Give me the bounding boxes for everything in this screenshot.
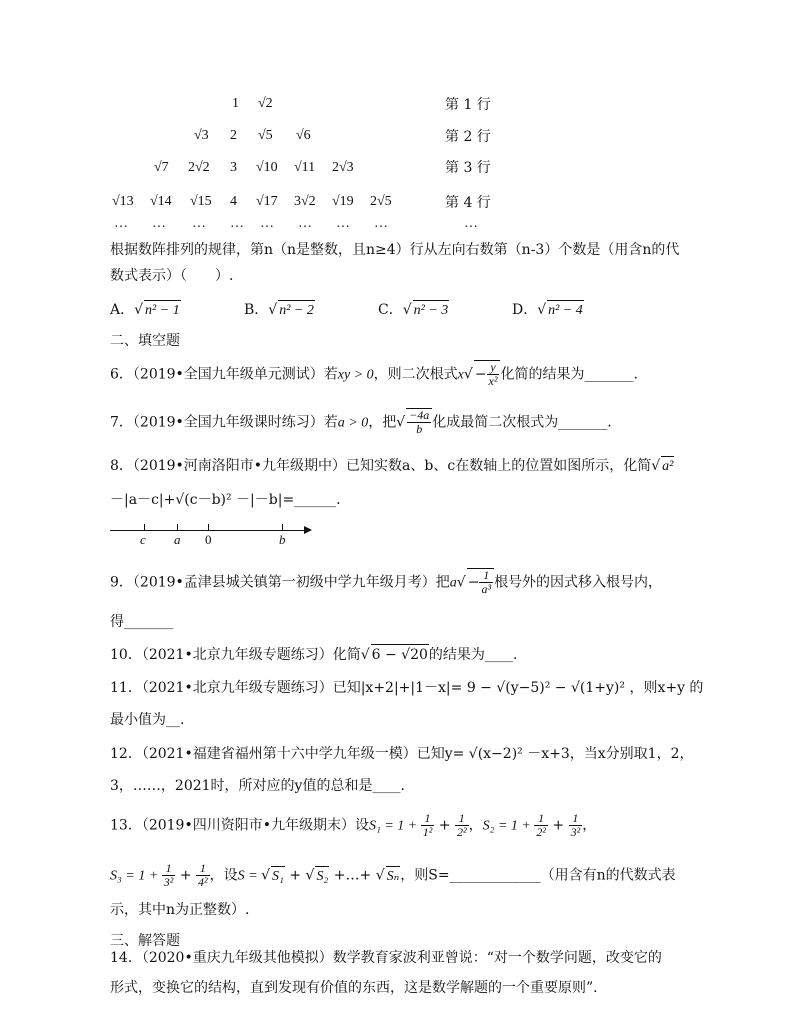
dots: …	[114, 216, 128, 231]
axis-label-0: 0	[205, 532, 212, 547]
section-title: 三、解答题	[110, 933, 180, 949]
section-title: 二、填空题	[110, 333, 180, 349]
option-label: A．	[110, 302, 135, 318]
q13-line2: S₃ = 1 + $\frac{1}{\text{3²}}$ + $\frac{1}{\text{4²}}$ ，设S = √ S₁ + √ S₂ +…+ √ Sₙ，则S=_____________（用含有n的代数式表	[110, 861, 676, 889]
q5-option-c	[378, 300, 449, 321]
option-expr: n² − 1	[144, 300, 181, 321]
q7-cond: a > 0	[337, 415, 369, 431]
dots: …	[230, 216, 244, 231]
q7-tail: 化成最简二次根式为_______.	[432, 414, 612, 431]
option-label: C．	[378, 302, 403, 318]
triangle-cell: √19	[332, 194, 354, 209]
axis-label-c: c	[140, 532, 146, 547]
q9-line1: 9．（2019•孟津县城关镇第一初级中学九年级月考）把a√ − $\frac{1}{\text{a³}}$ 根号外的因式移入根号内，	[110, 568, 663, 596]
row-label: 第 1 行	[445, 97, 491, 113]
option-label: D．	[512, 302, 538, 318]
q6-radicand: − $\frac{y}{\text{x²}}$	[474, 360, 501, 388]
q6-x: x	[457, 367, 464, 383]
q9-a: a	[449, 575, 457, 591]
q11-line2: 最小值为__.	[110, 712, 185, 728]
triangle-cell: √7	[154, 160, 169, 175]
triangle-cell: 2√3	[332, 160, 354, 175]
q9-prefix: 9．（2019•孟津县城关镇第一初级中学九年级月考）把	[110, 574, 450, 591]
triangle-cell: √14	[150, 194, 172, 209]
radical-icon: √	[651, 458, 661, 474]
q5-stem-line2: 数式表示）（ ）.	[110, 268, 234, 284]
q9-tail: 根号外的因式移入根号内，	[494, 574, 663, 591]
triangle-cell: √3	[194, 128, 209, 143]
triangle-cell: 1	[232, 96, 239, 111]
q5-stem-line1: 根据数阵排列的规律，第n（n是整数，且n≥4）行从左向右数第（n-3）个数是（用含n的代	[110, 242, 680, 258]
q14-line1: 14．（2020•重庆九年级其他模拟）数学教育家波利亚曾说：“对一个数学问题，改变它的	[110, 950, 662, 966]
q12-line2: 3，……，2021时，所对应的y值的总和是____.	[110, 778, 405, 794]
radical-icon: √	[402, 302, 412, 318]
q13-line1: 13．（2019•四川资阳市•九年级期末）设S₁ = 1 + $\frac{1}{\text{1²}}$ + $\frac{1}{\text{2²}}$ ，S₂ = 1 + $\frac{1}{\text{2²}}$ + $\frac{1}{\text{3²}}$ ，	[110, 811, 597, 839]
triangle-cell: √17	[256, 194, 278, 209]
q5-option-d	[512, 300, 584, 321]
triangle-cell: 3√2	[294, 194, 316, 209]
triangle-cell: √5	[258, 128, 273, 143]
q6-mid: ，则二次根式	[373, 366, 458, 383]
q13-prefix: 13．（2019•四川资阳市•九年级期末）设	[110, 817, 369, 834]
option-label: B．	[244, 302, 269, 318]
row-label: 第 3 行	[445, 160, 491, 176]
q5-option-b	[244, 300, 315, 321]
triangle-cell: √15	[190, 194, 212, 209]
q6-tail: 化简的结果为_______.	[500, 366, 638, 383]
q5-option-a	[110, 300, 181, 321]
radical-icon: √	[456, 574, 466, 591]
q7: 7．（2019•全国九年级课时练习）若a > 0，把√ $\frac{-4a}{b}$ 化成最简二次根式为_______.	[110, 408, 612, 436]
triangle-cell: 3	[230, 160, 237, 175]
q6	[110, 360, 638, 388]
row-label: 第 2 行	[445, 129, 491, 145]
triangle-cell: 2	[230, 128, 237, 143]
q8-a2: a²	[661, 456, 674, 477]
dots: …	[374, 216, 388, 231]
q8-line1	[110, 456, 674, 477]
q13-tail: ，则S=_____________（用含有n的代数式表	[400, 867, 676, 884]
q11-line1: 11．（2021•北京九年级专题练习）已知|x+2|+|1－x|= 9 − √(y−5)² − √(1+y)² ，则x+y 的	[110, 680, 704, 696]
tick-0	[208, 524, 209, 530]
q6-cond: xy > 0	[337, 367, 374, 383]
q10	[110, 644, 517, 665]
q10-expr: 6 − √20	[371, 644, 429, 665]
triangle-cell: 4	[230, 194, 237, 209]
dots: …	[298, 216, 312, 231]
triangle-cell: √11	[294, 160, 316, 175]
triangle-cell: √13	[112, 194, 134, 209]
dots: …	[260, 216, 274, 231]
q10-prefix: 10．（2021•北京九年级专题练习）化简	[110, 647, 361, 663]
triangle-cell: 2√5	[370, 194, 392, 209]
triangle-cell: √6	[296, 128, 311, 143]
triangle-cell: √2	[258, 96, 273, 111]
axis-label-b: b	[279, 532, 286, 547]
axis-label-a: a	[174, 532, 181, 547]
radical-icon: √	[360, 647, 370, 663]
axis-arrow-icon	[304, 526, 312, 534]
q12-line1: 12．（2021•福建省福州第十六中学九年级一模）已知y= √(x−2)² －x+3，当x分别取1，2，	[110, 746, 694, 762]
triangle-cell: 2√2	[188, 160, 210, 175]
option-expr: n² − 4	[547, 300, 584, 321]
q9-line2: 得_______	[110, 614, 173, 630]
q8-text: 8．（2019•河南洛阳市•九年级期中）已知实数a、b、c在数轴上的位置如图所示，化简	[110, 458, 652, 474]
dots: …	[192, 216, 206, 231]
tick-b	[282, 524, 283, 530]
q8-line2: －|a－c|+√(c－b)² －|－b|=______.	[110, 492, 341, 508]
radical-icon: √	[134, 302, 144, 318]
option-expr: n² − 3	[413, 300, 450, 321]
q7-mid: ，把	[368, 414, 397, 431]
q13-s1: S₁ = 1 +	[368, 818, 421, 834]
radical-icon: √	[537, 302, 547, 318]
row-label: 第 4 行	[445, 195, 491, 211]
q10-tail: 的结果为____.	[428, 647, 518, 663]
triangle-cell: √10	[256, 160, 278, 175]
radical-icon: √	[396, 414, 406, 431]
tick-c	[144, 524, 145, 530]
dots: …	[464, 216, 478, 231]
q13-line3: 示，其中n为正整数）.	[110, 902, 250, 918]
q14-line2: 形式，变换它的结构，直到发现有价值的东西，这是数学解题的一个重要原则”.	[110, 980, 598, 996]
q7-prefix: 7．（2019•全国九年级课时练习）若	[110, 414, 338, 431]
axis-line	[110, 530, 310, 531]
dots: …	[152, 216, 166, 231]
radical-icon: √	[268, 302, 278, 318]
tick-a	[177, 524, 178, 530]
q6-prefix: 6．（2019•全国九年级单元测试）若	[110, 366, 338, 383]
option-expr: n² − 2	[278, 300, 315, 321]
radical-icon: √	[463, 366, 473, 383]
dots: …	[336, 216, 350, 231]
